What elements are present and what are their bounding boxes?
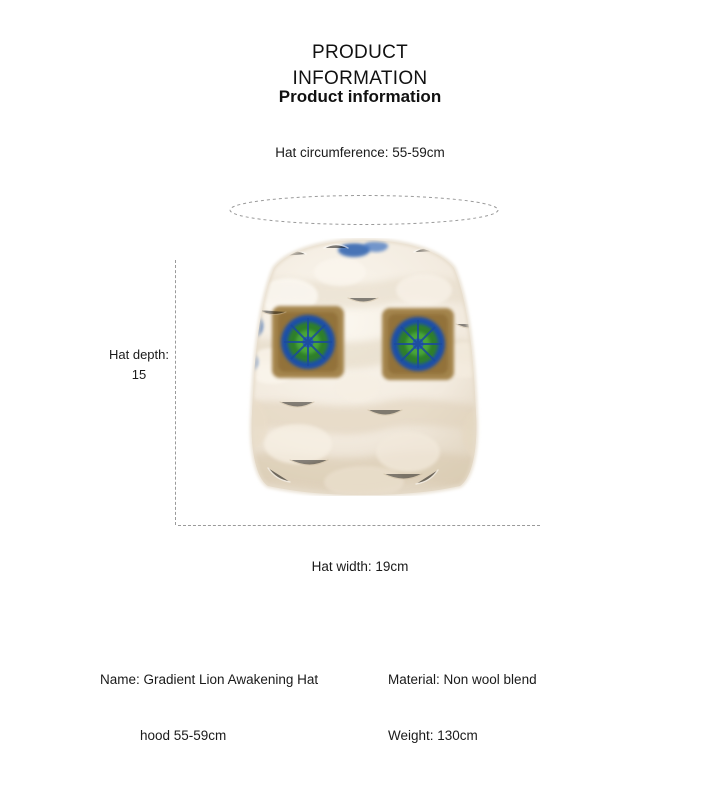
table-row (0, 672, 720, 728)
spec-name: Name: Gradient Lion Awakening Hat (100, 672, 319, 687)
product-spec-table (0, 672, 720, 784)
hat-illustration (228, 238, 500, 496)
table-row (0, 728, 720, 784)
page-title (0, 40, 720, 92)
spec-weight: Weight: 130cm (388, 728, 478, 743)
crochet-motif-left (272, 306, 344, 378)
crochet-motif-right (382, 308, 454, 380)
hat-width-guide-line (178, 525, 540, 526)
hat-width-label: Hat width: 19cm (311, 559, 409, 574)
spec-material: Material: Non wool blend (388, 672, 537, 687)
spec-hood-size: hood 55-59cm (140, 728, 227, 743)
hat-circumference-label: Hat circumference: 55-59cm (275, 145, 445, 160)
hat-opening-dashed-ellipse (228, 193, 500, 227)
page-subtitle: Product information (278, 87, 442, 106)
page-title-text: PRODUCT INFORMATION (292, 42, 428, 89)
hat-depth-label: Hat depth: 15 (109, 347, 169, 382)
hat-depth-guide-line (175, 260, 176, 525)
